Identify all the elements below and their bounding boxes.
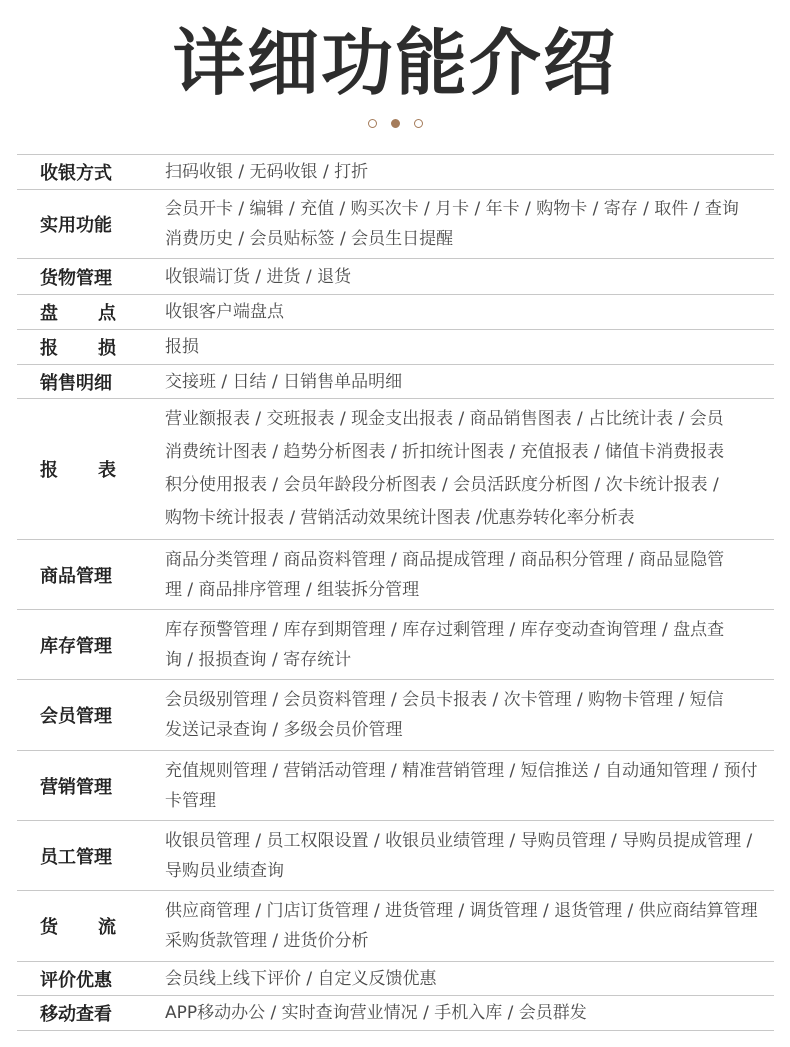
row-content: 收银员管理 / 员工权限设置 / 收银员业绩管理 / 导购员管理 / 导购员提成管理 / 导购员业绩查询 (165, 830, 753, 881)
label-char: 报 (40, 460, 58, 481)
row-content: 报损 (165, 337, 199, 357)
row-content: 交接班 / 日结 / 日销售单品明细 (165, 371, 403, 392)
row-label (17, 334, 165, 360)
label-char: 点 (98, 303, 116, 324)
table-row (17, 330, 774, 365)
label-char: 损 (98, 338, 116, 359)
table-row (17, 962, 774, 996)
table-row (17, 891, 774, 962)
row-label: 销售明细 (40, 372, 112, 394)
table-row (17, 540, 774, 610)
row-label (17, 456, 165, 482)
row-label: 商品管理 (40, 565, 112, 587)
row-label: 移动查看 (40, 1004, 112, 1025)
row-label: 会员管理 (40, 706, 112, 727)
row-label: 库存管理 (40, 635, 112, 657)
table-row (17, 996, 774, 1031)
row-content: APP移动办公 / 实时查询营业情况 / 手机入库 / 会员群发 (165, 1003, 587, 1023)
row-content: 商品分类管理 / 商品资料管理 / 商品提成管理 / 商品积分管理 / 商品显隐管 理 / 商品排序管理 / 组装拆分管理 (165, 549, 725, 600)
row-label: 评价优惠 (40, 969, 112, 991)
label-char: 盘 (40, 303, 58, 324)
row-content: 会员线上线下评价 / 自定义反馈优惠 (165, 968, 437, 989)
row-label: 实用功能 (40, 215, 112, 236)
row-content: 收银端订货 / 进货 / 退货 (165, 266, 352, 287)
row-content: 充值规则管理 / 营销活动管理 / 精准营销管理 / 短信推送 / 自动通知管理 / 预付 卡管理 (165, 760, 758, 811)
table-row (17, 155, 774, 190)
row-label: 营销管理 (40, 776, 112, 798)
table-row (17, 821, 774, 891)
page-title: 详细功能介绍 (172, 21, 617, 105)
row-content: 供应商管理 / 门店订货管理 / 进货管理 / 调货管理 / 退货管理 / 供应商结算管理 采购货款管理 / 进货价分析 (165, 901, 758, 951)
table-row (17, 399, 774, 540)
row-content: 扫码收银 / 无码收银 / 打折 (165, 162, 369, 182)
label-char: 流 (98, 917, 116, 938)
row-label: 员工管理 (40, 846, 112, 868)
dot-indicator-active (391, 119, 400, 128)
dot-indicator (368, 119, 377, 128)
pagination-dots (0, 119, 790, 128)
row-label (17, 913, 165, 939)
row-label (17, 299, 165, 325)
row-label: 收银方式 (40, 163, 112, 184)
table-row (17, 610, 774, 680)
row-content: 库存预警管理 / 库存到期管理 / 库存过剩管理 / 库存变动查询管理 / 盘点查 询 / 报损查询 / 寄存统计 (165, 619, 725, 670)
row-content: 会员级别管理 / 会员资料管理 / 会员卡报表 / 次卡管理 / 购物卡管理 / 短信 发送记录查询 / 多级会员价管理 (165, 690, 724, 740)
table-row (17, 259, 774, 295)
table-row (17, 295, 774, 330)
table-row (17, 190, 774, 259)
row-content: 营业额报表 / 交班报表 / 现金支出报表 / 商品销售图表 / 占比统计表 / 会员 消费统计图表 / 趋势分析图表 / 折扣统计图表 / 充值报表 / 储值卡消费报表 积分使用报表 / 会员年龄段分析图表 / 会员活跃度分析图 / 次卡统计报表 / 购物卡统计报表 / 营销活动效果统计图表 /优惠券转化率分析表 (165, 409, 725, 528)
row-content: 会员开卡 / 编辑 / 充值 / 购买次卡 / 月卡 / 年卡 / 购物卡 / 寄存 / 取件 / 查询 消费历史 / 会员贴标签 / 会员生日提醒 (165, 199, 739, 249)
row-label: 货物管理 (40, 267, 112, 289)
label-char: 报 (40, 338, 58, 359)
table-row (17, 365, 774, 399)
table-row (17, 751, 774, 821)
feature-table (17, 154, 774, 1031)
dot-indicator (414, 119, 423, 128)
label-char: 表 (98, 460, 116, 481)
table-row (17, 680, 774, 751)
row-content: 收银客户端盘点 (165, 302, 284, 322)
label-char: 货 (40, 917, 58, 938)
